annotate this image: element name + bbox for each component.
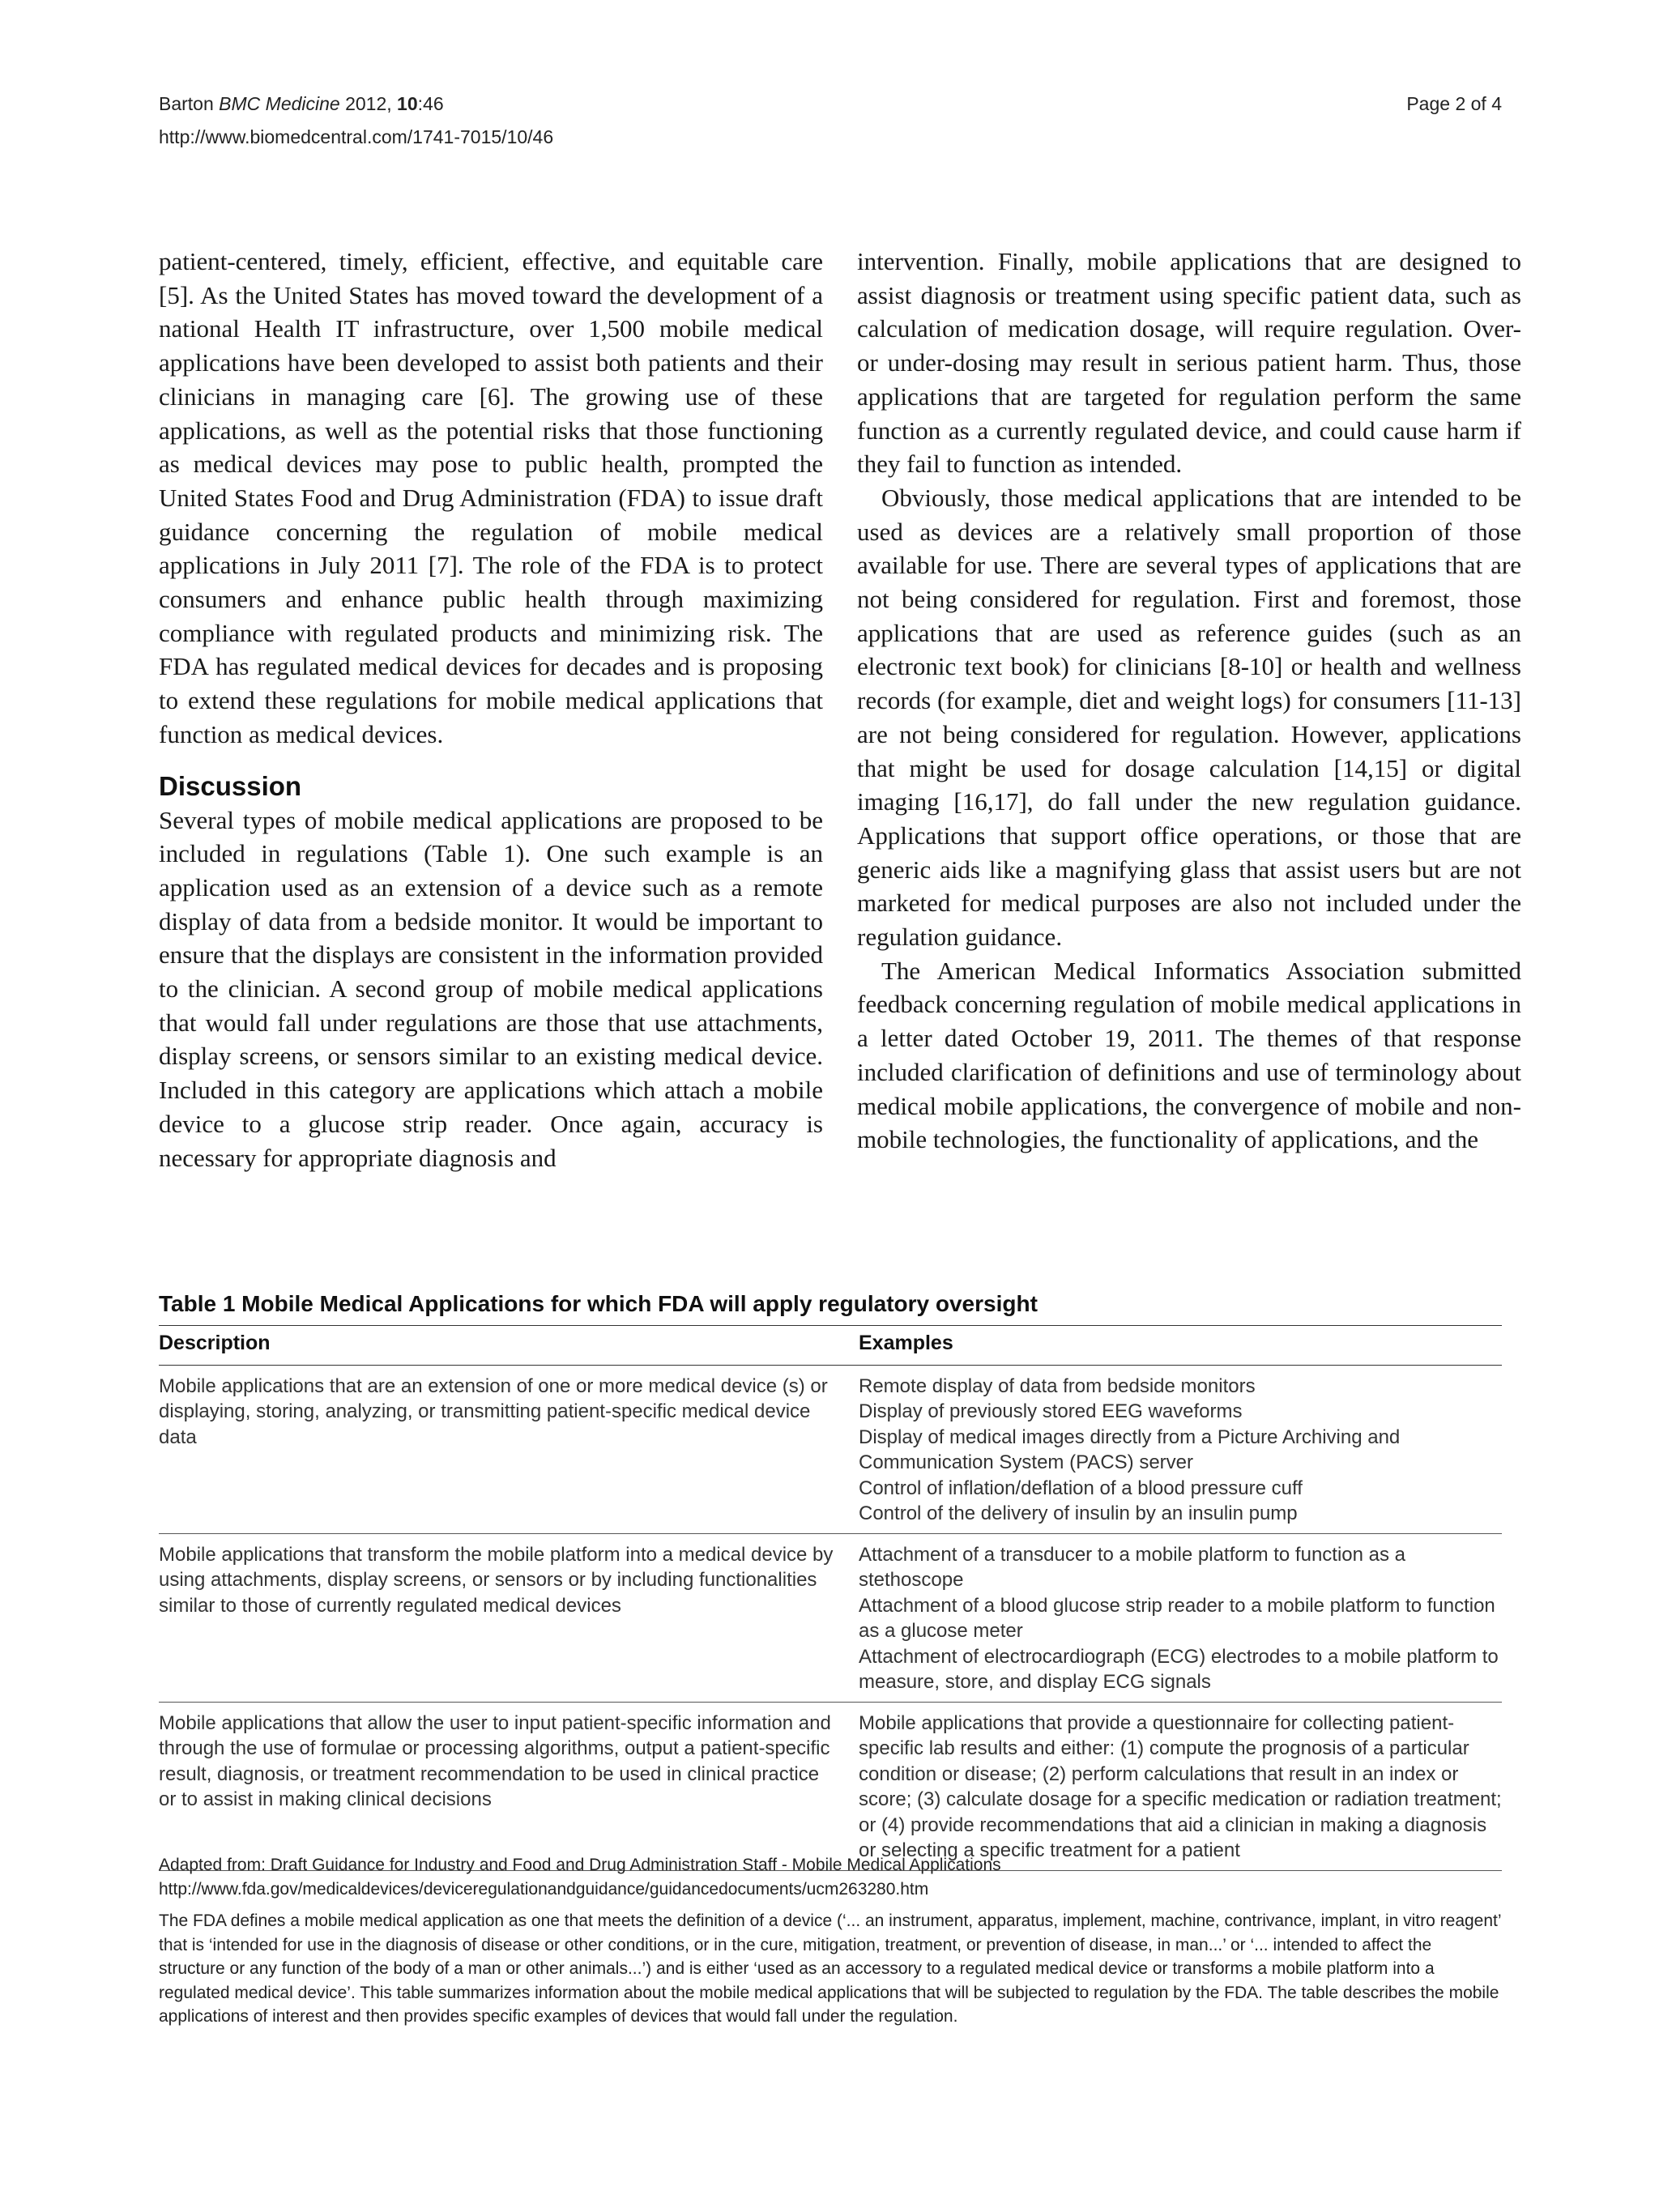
row-examples [859,1702,1502,1870]
section-heading: Discussion [159,770,302,801]
paragraph: patient-centered, timely, efficient, effective, and equitable care [5]. As the United States has moved toward the development of a national Health IT infrastructure, over 1,500 mobile medical applications have been developed to assist both patients and their clinicians in managing care [6]. The growing use of these applications, as well as the potential risks that those functioning as medical devices may pose to public health, prompted the United States Food and Drug Administration (FDA) to issue draft guidance concerning the regulation of mobile medical applications in July 2011 [7]. The role of the FDA is to protect consumers and enhance public health through maximizing compliance with regulated products and minimizing risk. The FDA has regulated medical devices for decades and is proposing to extend these regulations for mobile medical applications that function as medical devices. [159,247,823,748]
example-item: Attachment of electrocardiograph (ECG) electrodes to a mobile platform to measure, store, and display ECG signals [859,1645,1499,1693]
row-examples [859,1533,1502,1702]
article-number: :46 [417,93,444,114]
example-item: Attachment of a blood glucose strip reader to a mobile platform to function as a glucose meter [859,1594,1495,1642]
table-footnotes [159,1853,1502,2037]
example-item: Mobile applications that provide a questionnaire for collecting patient-specific lab results and either: (1) compute the prognosis of a particular condition or disease; (2) perform calculations that result in an index or score; (3) calculate dosage for a specific medication or radiation treatment; or (4) provide recommendations that aid a clinician in making a diagnosis or selecting a specific treatment for a patient [859,1711,1502,1861]
example-item: Attachment of a transducer to a mobile platform to function as a stethoscope [859,1543,1406,1591]
paragraph: Obviously, those medical applications that are intended to be used as devices are a relatively small proportion of those available for use. There are several types of applications that are not being considered for regulation. First and foremost, those applications that are used as reference guides (such as an electronic text book) for clinicians [8-10] or health and wellness records (for example, diet and weight logs) for consumers [11-13] are not being considered for regulation. However, applications that might be used for dosage calculation [14,15] or digital imaging [16,17], do fall under the new regulation guidance. Applications that support office operations, or those that are generic aids like a magnifying glass that assist users but are not marketed for medical purposes are also not included under the regulation guidance. [857,483,1521,952]
example-item: Remote display of data from bedside monitors [859,1375,1256,1397]
citation-line [159,87,553,121]
paragraph: The American Medical Informatics Association submitted feedback concerning regulation of mobile medical applications in a letter dated October 19, 2011. The themes of that response included clarification of definitions and use of terminology about medical mobile applications, the convergence of mobile and non-mobile technologies, the functionality of applications, and the [857,956,1521,1154]
footnote-definition: The FDA defines a mobile medical application as one that meets the definition of a device (‘... an instrument, apparatus, implement, machine, contrivance, implant, in vitro reagent’ that is ‘intended for use in the diagnosis of disease or other conditions, or in the cure, mitigation, treatment, or prevention of disease, in man...’ or ‘... intended to affect the structure or any function of the body of a man or other animals...’) and is either ‘used as an accessory to a regulated medical device or transforms a mobile platform into a regulated medical device’. This table summarizes information about the mobile medical applications that will be subjected to regulation by the FDA. The table describes the mobile applications of interest and then provides specific examples of devices that would fall under the regulation. [159,1912,1501,2026]
row-description: Mobile applications that transform the mobile platform into a medical device by using attachments, display screens, or sensors or by including functionalities similar to those of currently regulated medical devices [159,1533,859,1702]
example-item: Control of inflation/deflation of a blood pressure cuff [859,1477,1303,1499]
footnote-source: Adapted from: Draft Guidance for Industry and Food and Drug Administration Staff - Mobile Medical Applications http://www.fda.gov/medicaldevices/deviceregulationandguidance/guidancedocuments/ucm263280.htm [159,1856,1001,1899]
column-header-description: Description [159,1326,859,1366]
column-header-examples: Examples [859,1326,1502,1366]
table-row [159,1702,1502,1870]
article-url[interactable]: http://www.biomedcentral.com/1741-7015/10/46 [159,126,554,147]
volume: 10 [397,93,418,114]
row-description: Mobile applications that are an extension of one or more medical device (s) or displaying, storing, analyzing, or transmitting patient-specific medical device data [159,1365,859,1533]
table-1 [159,1288,1502,1871]
row-examples [859,1365,1502,1533]
left-column [159,245,823,1174]
page-number: Page 2 of 4 [1406,93,1502,114]
example-item: Control of the delivery of insulin by an insulin pump [859,1502,1298,1524]
citation [159,87,553,154]
right-column [857,245,1521,1157]
table-row [159,1533,1502,1702]
row-description: Mobile applications that allow the user to input patient-specific information and through the use of formulae or processing algorithms, output a patient-specific result, diagnosis, or treatment recommendation to be used in clinical practice or to assist in making clinical decisions [159,1702,859,1870]
paragraph: intervention. Finally, mobile applications that are designed to assist diagnosis or treatment using specific patient data, such as calculation of medication dosage, will require regulation. Over- or under-dosing may result in serious patient harm. Thus, those applications that are targeted for regulation perform the same function as a currently regulated device, and could cause harm if they fail to function as intended. [857,247,1521,479]
example-item: Display of medical images directly from a Picture Archiving and Communication System (PACS) server [859,1426,1401,1473]
regulation-table [159,1325,1502,1871]
paragraph: Several types of mobile medical applications are proposed to be included in regulations (Table 1). One such example is an application used as an extension of a device such as a remote display of data from a bedside monitor. It would be important to ensure that the displays are consistent in the information provided to the clinician. A second group of mobile medical applications that would fall under regulations are those that use attachments, display screens, or sensors similar to an existing medical device. Included in this category are applications which attach a mobile device to a glucose strip reader. Once again, accuracy is necessary for appropriate diagnosis and [159,805,823,1172]
year: 2012, [345,93,392,114]
author: Barton [159,93,214,114]
table-row [159,1365,1502,1533]
example-item: Display of previously stored EEG waveforms [859,1400,1243,1422]
table-header-row [159,1326,1502,1366]
journal-name: BMC Medicine [219,93,340,114]
table-title: Table 1 Mobile Medical Applications for which FDA will apply regulatory oversight [159,1291,1038,1316]
